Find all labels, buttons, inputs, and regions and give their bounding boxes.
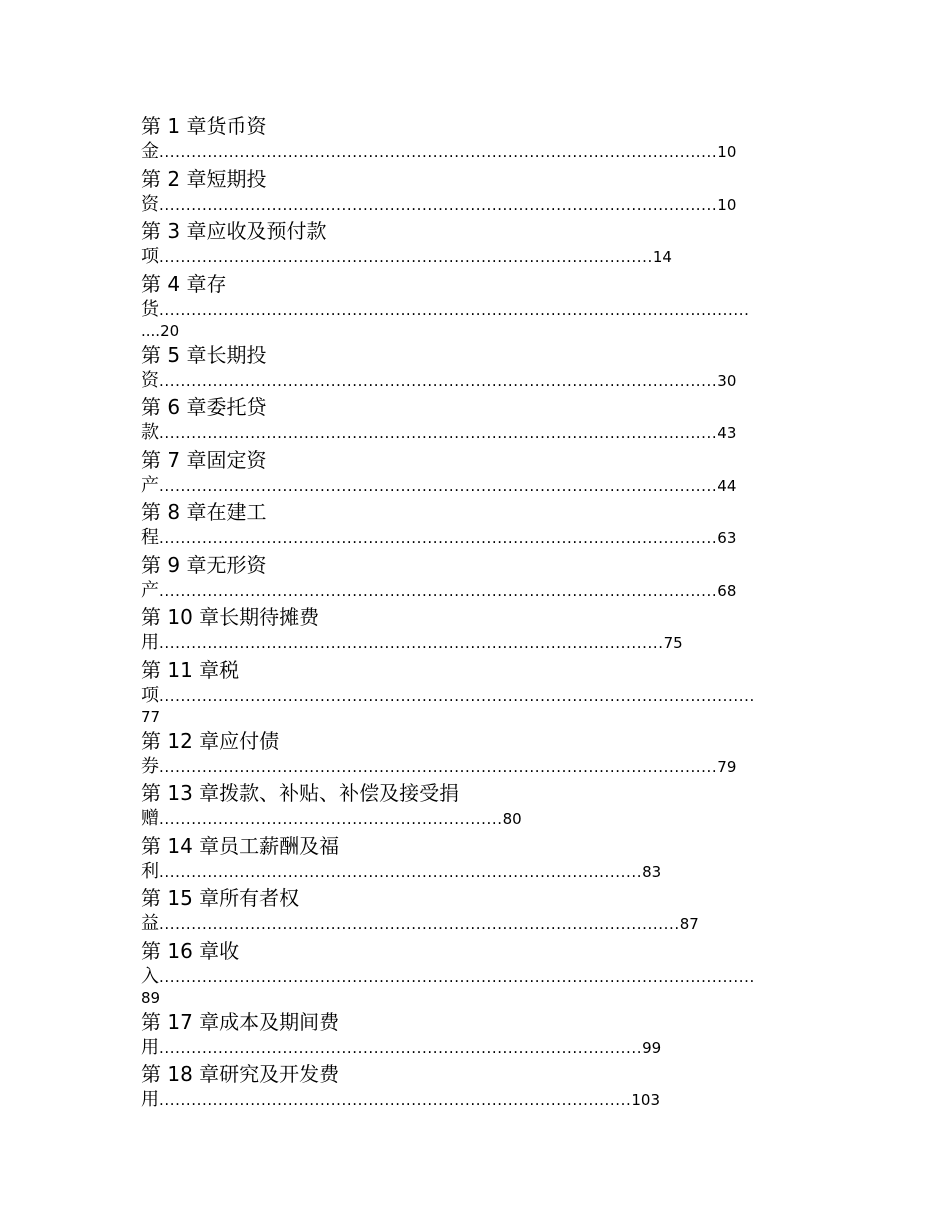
toc-leader-dots: ........................................................................................................ [159,424,718,442]
toc-leader-dots: .............................................................................................................. [159,300,750,319]
table-of-contents [141,113,869,1114]
toc-entry-tail: 产 [141,474,159,496]
toc-entry-leader-line [141,632,683,654]
toc-entry-tail: 资 [141,369,159,391]
toc-entry[interactable] [141,552,869,605]
toc-entry-title: 第 4 章存 [141,271,227,296]
toc-entry-tail: 赠 [141,808,159,829]
toc-entry-title: 第 16 章收 [141,938,240,963]
toc-entry-title: 第 8 章在建工 [141,500,267,524]
toc-entry-tail: 款 [141,422,159,443]
toc-entry-leader-line [141,475,736,497]
toc-entry[interactable] [141,1009,869,1062]
toc-entry-title: 第 14 章员工薪酬及福 [141,833,340,858]
toc-entry[interactable] [141,1061,869,1114]
toc-entry-leader-line [141,808,522,830]
toc-entry-page: 43 [717,424,737,442]
toc-entry-title: 第 3 章应收及预付款 [141,219,327,243]
toc-entry-page: 10 [717,143,737,161]
toc-entry[interactable] [141,833,869,886]
toc-leader-dots: ............................................................................................................... [159,967,755,986]
toc-entry[interactable] [141,938,869,1009]
toc-entry-tail: 用 [141,632,159,653]
toc-leader-dots: ........................................................................................ [159,1091,632,1109]
toc-entry-tail: 券 [141,755,159,777]
toc-leader-dots: .... [141,321,161,340]
toc-entry-title: 第 9 章无形资 [141,552,267,577]
toc-entry-page: 63 [717,529,737,547]
toc-leader-dots: ........................................................................................................ [159,195,718,214]
toc-leader-dots: ........................................................................................................ [159,529,718,547]
toc-entry-page: 80 [502,810,522,828]
toc-entry-leader-line [141,913,699,935]
toc-entry[interactable] [141,113,869,166]
toc-entry-tail: 金 [141,141,159,162]
toc-entry-tail: 入 [141,965,159,987]
toc-entry-leader-line [141,527,736,549]
toc-entry-leader-line [141,194,736,216]
toc-entry-tail: 用 [141,1089,159,1110]
toc-entry-leader-line [141,988,160,1008]
toc-entry-page: 83 [642,862,662,881]
toc-entry[interactable] [141,166,869,219]
toc-entry-title: 第 5 章长期投 [141,342,267,367]
toc-leader-dots: ................................................................................................. [159,915,680,933]
toc-entry[interactable] [141,342,869,395]
toc-entry-page: 77 [141,707,161,726]
toc-entry-page: 89 [141,988,161,1007]
toc-entry-page: 79 [717,757,737,776]
toc-entry[interactable] [141,657,869,728]
toc-entry-title: 第 13 章拨款、补贴、补偿及接受捐 [141,781,460,805]
toc-leader-dots: ............................................................................................................... [159,686,755,705]
toc-leader-dots: .......................................................................................... [159,1038,643,1057]
toc-entry-tail: 产 [141,579,159,601]
toc-entry-title: 第 11 章税 [141,657,240,682]
toc-entry-leader-line [141,1089,660,1111]
toc-entry[interactable] [141,394,869,447]
toc-entry-tail: 程 [141,527,159,548]
toc-entry[interactable] [141,499,869,552]
toc-entry-leader-line [141,422,736,444]
toc-entry[interactable] [141,447,869,500]
toc-entry-title: 第 2 章短期投 [141,166,267,191]
toc-entry-leader-line [141,1037,661,1059]
toc-leader-dots: ........................................................................................................ [159,757,718,776]
toc-leader-dots: .......................................................................................... [159,862,643,881]
toc-entry-leader-line [141,246,672,268]
toc-entry-title: 第 6 章委托贷 [141,395,267,419]
toc-entry-leader-line [141,685,755,707]
toc-leader-dots: ........................................................................................................ [159,581,718,600]
toc-entry-title: 第 7 章固定资 [141,447,267,472]
toc-leader-dots: ........................................................................................................ [159,476,718,495]
toc-entry-page: 68 [717,581,737,600]
toc-entry-title: 第 18 章研究及开发费 [141,1062,340,1086]
toc-entry[interactable] [141,885,869,938]
toc-leader-dots: ........................................................................................................ [159,143,718,161]
toc-entry-leader-line [141,370,736,392]
toc-entry-title: 第 17 章成本及期间费 [141,1009,340,1034]
toc-entry-title: 第 12 章应付债 [141,728,280,753]
toc-leader-dots: ........................................................................................................ [159,371,718,390]
toc-entry-leader-line [141,580,736,602]
toc-entry-leader-line [141,861,661,883]
toc-entry-leader-line [141,756,736,778]
toc-entry-page: 103 [631,1091,661,1109]
toc-entry-page: 30 [717,371,737,390]
toc-entry[interactable] [141,218,869,271]
toc-entry-title: 第 10 章长期待摊费 [141,605,320,629]
toc-entry[interactable] [141,604,869,657]
toc-entry-page: 10 [717,195,737,214]
toc-entry-leader-line [141,707,160,727]
toc-entry-leader-line [141,966,755,988]
toc-entry-page: 44 [717,476,737,495]
toc-entry[interactable] [141,780,869,833]
toc-entry-page: 20 [160,321,180,340]
toc-entry-tail: 货 [141,298,159,320]
toc-entry[interactable] [141,728,869,781]
toc-entry-tail: 利 [141,860,159,882]
toc-entry-page: 87 [679,915,699,933]
toc-entry-leader-line [141,321,179,341]
toc-entry-tail: 益 [141,913,159,934]
toc-entry-tail: 项 [141,684,159,706]
toc-entry-title: 第 15 章所有者权 [141,886,300,910]
toc-entry-leader-line [141,299,750,321]
toc-entry-page: 14 [652,248,672,266]
toc-entry-tail: 项 [141,246,159,267]
toc-leader-dots: ................................................................ [159,810,503,828]
toc-leader-dots: .............................................................................................. [159,634,664,652]
toc-leader-dots: ............................................................................................ [159,248,653,266]
toc-entry-page: 75 [663,634,683,652]
toc-entry-tail: 用 [141,1036,159,1058]
toc-entry-leader-line [141,141,736,163]
toc-entry-tail: 资 [141,193,159,215]
toc-entry[interactable] [141,271,869,342]
toc-entry-title: 第 1 章货币资 [141,114,267,138]
toc-entry-page: 99 [642,1038,662,1057]
